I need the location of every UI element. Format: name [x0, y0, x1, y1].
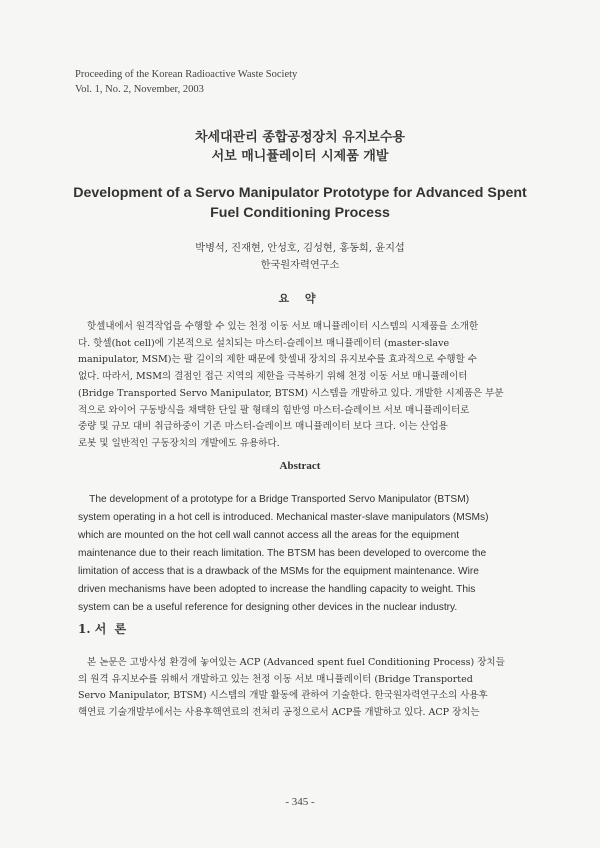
- affiliation: 한국원자력연구소: [260, 260, 340, 271]
- section-1-line: 본 논문은 고방사성 환경에 놓여있는 ACP (Advanced spent fuel Conditioning Process) 장치들: [87, 657, 505, 668]
- english-abstract-line: maintenance due to their reach limitation. The BTSM has been developed to overcome the: [78, 548, 487, 559]
- korean-abstract-line: 로봇 및 일반적인 구동장치의 개발에도 유용하다.: [78, 437, 280, 449]
- english-abstract-body: [78, 491, 541, 617]
- korean-abstract-heading: 요 약: [278, 292, 322, 305]
- journal-volume: Vol. 1, No. 2, November, 2003: [75, 83, 204, 95]
- english-abstract-line: The development of a prototype for a Bridge Transported Servo Manipulator (BTSM): [78, 494, 470, 505]
- korean-abstract-line: 없다. 따라서, MSM의 결점인 접근 지역의 제한을 극복하기 위해 천정 이동 서보 매니퓰레이터: [78, 371, 468, 383]
- english-abstract-line: system operating in a hot cell is introduced. Mechanical master-slave manipulators (MSMs): [78, 512, 489, 523]
- journal-header: [75, 68, 297, 97]
- abstract-heading: Abstract: [279, 460, 321, 472]
- journal-name: Proceeding of the Korean Radioactive Waste Society: [75, 69, 298, 80]
- korean-title-line-2: 서보 매니퓰레이터 시제품 개발: [211, 149, 389, 164]
- korean-title-line-1: 차세대관리 종합공정장치 유지보수용: [195, 130, 405, 145]
- english-abstract-line: system can be a useful reference for designing other devices in the nuclear industry.: [78, 602, 458, 613]
- section-1-line: Servo Manipulator, BTSM) 시스템의 개발 활동에 관하여 기술한다. 한국원자력연구소의 사용후: [78, 690, 488, 702]
- english-abstract-line: which are mounted on the hot cell wall cannot access all the areas for the equipment: [78, 530, 460, 541]
- section-1-heading: 1. 서 론: [78, 622, 127, 636]
- section-1-line: 의 원격 유지보수를 위해서 개발하고 있는 천정 이동 서보 매니퓰레이터 (Bridge Transported: [78, 673, 473, 685]
- author-names: 박병석, 진재현, 안성호, 김성현, 홍동희, 윤지섭: [195, 243, 405, 254]
- english-title: Development of a Servo Manipulator Prototype for Advanced Spent Fuel Conditioning Process: [73, 185, 527, 221]
- english-abstract-line: driven mechanisms have been adopted to increase the handling capacity to weight. This: [78, 584, 476, 595]
- english-abstract-line: limitation of access that is a drawback of the MSMs for the equipment maintenance. Wire: [78, 566, 479, 577]
- korean-abstract-line: 핫셀내에서 원격작업을 수행할 수 있는 천정 이동 서보 매니퓰레이터 시스템의 시제품을 소개한: [87, 321, 479, 332]
- korean-abstract-line: (Bridge Transported Servo Manipulator, BTSM) 시스템을 개발하고 있다. 개발한 시제품은 부분: [78, 387, 504, 399]
- section-1-body: [78, 655, 541, 722]
- korean-abstract-line: 적으로 와이어 구동방식을 채택한 단일 팔 형태의 힘반영 마스터-슬레이브 서보 매니퓰레이터로: [78, 404, 470, 416]
- korean-title: [0, 128, 600, 166]
- korean-abstract-body: [78, 319, 541, 453]
- korean-abstract-line: manipulator, MSM)는 팔 길이의 제한 때문에 핫셀내 장치의 유지보수를 효과적으로 수행할 수: [78, 354, 477, 366]
- page-number: - 345 -: [285, 796, 315, 808]
- korean-abstract-line: 중량 및 규모 대비 취급하중이 기존 마스터-슬레이브 매니퓰레이터 보다 크다. 이는 산업용: [78, 421, 448, 433]
- author-block: [0, 240, 600, 274]
- section-1-line: 핵연료 기술개발부에서는 사용후핵연료의 전처리 공정으로서 ACP를 개발하고 있다. ACP 장치는: [78, 707, 480, 719]
- korean-abstract-line: 다. 핫셀(hot cell)에 기본적으로 설치되는 마스터-슬레이브 매니퓰레이터 (master-slave: [78, 337, 450, 349]
